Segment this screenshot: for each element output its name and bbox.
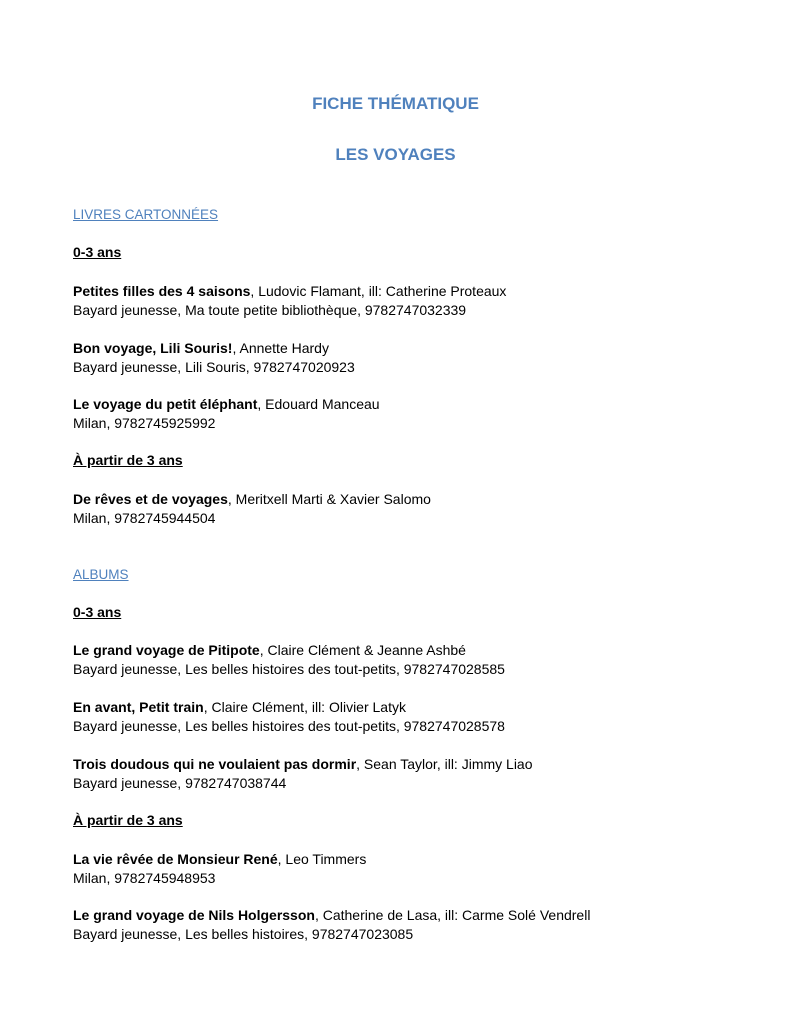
book-entry xyxy=(73,490,431,528)
book-publisher: Bayard jeunesse, Ma toute petite bibliothèque, 9782747032339 xyxy=(73,302,467,318)
book-title: Bon voyage, Lili Souris! xyxy=(73,340,233,356)
book-publisher: Bayard jeunesse, Les belles histoires des tout-petits, 9782747028578 xyxy=(73,718,505,734)
book-entry xyxy=(73,339,355,377)
book-title: Trois doudous qui ne voulaient pas dormir xyxy=(73,756,357,772)
book-title-line xyxy=(73,850,366,869)
document-subtitle: LES VOYAGES xyxy=(335,145,456,164)
book-entry xyxy=(73,282,506,320)
book-title-line xyxy=(73,698,505,717)
book-title-line xyxy=(73,339,355,358)
book-title-line xyxy=(73,755,533,774)
book-publisher: Milan, 9782745925992 xyxy=(73,415,216,431)
book-title: Le voyage du petit éléphant xyxy=(73,396,258,412)
book-author: , Catherine de Lasa, ill: Carme Solé Vendrell xyxy=(314,907,591,923)
book-author: , Meritxell Marti & Xavier Salomo xyxy=(227,491,431,507)
section-heading-livres-cartonnees: LIVRES CARTONNÉES xyxy=(73,207,219,222)
book-publisher: Milan, 9782745948953 xyxy=(73,870,216,886)
book-publisher: Milan, 9782745944504 xyxy=(73,510,216,526)
book-author: , Claire Clément, ill: Olivier Latyk xyxy=(203,699,406,715)
book-title: Le grand voyage de Pitipote xyxy=(73,642,260,658)
book-publisher: Bayard jeunesse, Lili Souris, 9782747020923 xyxy=(73,359,355,375)
book-title-line xyxy=(73,641,505,660)
book-entry xyxy=(73,395,380,433)
book-title-line xyxy=(73,282,506,301)
age-group-heading: 0-3 ans xyxy=(73,604,122,620)
book-author: , Annette Hardy xyxy=(232,340,329,356)
book-entry xyxy=(73,641,505,679)
book-publisher: Bayard jeunesse, Les belles histoires des tout-petits, 9782747028585 xyxy=(73,661,505,677)
book-publisher: Bayard jeunesse, Les belles histoires, 9782747023085 xyxy=(73,926,414,942)
book-author: , Ludovic Flamant, ill: Catherine Proteaux xyxy=(250,283,507,299)
book-author: , Sean Taylor, ill: Jimmy Liao xyxy=(356,756,533,772)
book-entry xyxy=(73,698,505,736)
book-title: En avant, Petit train xyxy=(73,699,204,715)
document-title: FICHE THÉMATIQUE xyxy=(312,94,479,113)
age-group-heading: 0-3 ans xyxy=(73,244,122,260)
age-group-heading: À partir de 3 ans xyxy=(73,812,183,828)
book-title-line xyxy=(73,490,431,509)
book-title-line xyxy=(73,906,590,925)
book-author: , Claire Clément & Jeanne Ashbé xyxy=(259,642,466,658)
book-title-line xyxy=(73,395,380,414)
book-author: , Edouard Manceau xyxy=(257,396,380,412)
book-publisher: Bayard jeunesse, 9782747038744 xyxy=(73,775,287,791)
book-entry xyxy=(73,906,590,944)
section-heading-albums: ALBUMS xyxy=(73,567,129,582)
book-author: , Leo Timmers xyxy=(277,851,367,867)
age-group-heading: À partir de 3 ans xyxy=(73,452,183,468)
book-title: De rêves et de voyages xyxy=(73,491,228,507)
book-title: La vie rêvée de Monsieur René xyxy=(73,851,278,867)
book-title: Le grand voyage de Nils Holgersson xyxy=(73,907,315,923)
book-title: Petites filles des 4 saisons xyxy=(73,283,251,299)
book-entry xyxy=(73,755,533,793)
book-entry xyxy=(73,850,366,888)
